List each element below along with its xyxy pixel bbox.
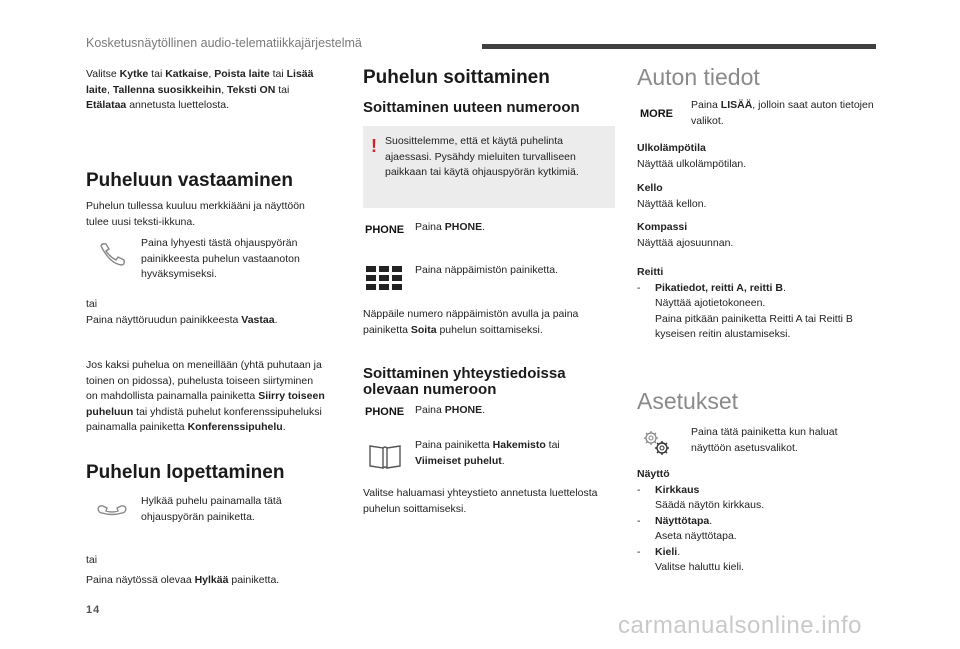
end-or: tai — [86, 554, 98, 566]
settings-heading: Asetukset — [637, 388, 738, 414]
answer-description: Puhelun tullessa kuuluu merkkiääni ja näyttöön tulee uusi teksti-ikkuna. — [86, 200, 305, 228]
info-item-compass: Kompassi Näyttää ajosuunnan. — [637, 221, 734, 249]
book-icon — [368, 442, 402, 475]
phone-key-label: PHONE — [365, 224, 405, 236]
warning-icon: ! — [371, 136, 377, 156]
settings-text: Paina tätä painiketta kun haluat näyttöön asetusvalikot. — [691, 426, 838, 454]
end-alternative: Paina näytössä olevaa Hylkää painiketta. — [86, 574, 280, 586]
dial-paragraph: Näppäile numero näppäimistön avulla ja paina painiketta Soita puhelun soittamiseksi. — [363, 308, 579, 336]
info-item-clock: Kello Näyttää kellon. — [637, 182, 707, 210]
page-number: 14 — [86, 604, 101, 616]
phone-key-label-2: PHONE — [365, 406, 405, 418]
running-header: Kosketusnäytöllinen audio-telematiikkajärjestelmä — [86, 36, 362, 50]
gear-icon — [640, 428, 672, 463]
header-rule — [482, 44, 876, 49]
select-contact-paragraph: Valitse haluamasi yhteystieto annetusta luettelosta puhelun soittamiseksi. — [363, 487, 598, 515]
two-calls-paragraph: Jos kaksi puhelua on meneillään (yhtä puhutaan ja toinen on pidossa), puhelusta toiseen siirtyminen on mahdollista painamalla painiketta Siirry toiseen puheluun tai yhdistä puhelut konferenssipuheluksi painamalla painiketta Konferenssipuhelu. — [86, 359, 325, 433]
answer-alternative: tai Paina näyttöruudun painikkeesta Vastaa. — [86, 298, 278, 326]
more-key-label: MORE — [640, 108, 673, 120]
safety-note-text: Suosittelemme, että et käytä puhelinta ajaessasi. Pysähdy mieluiten turvalliseen paikkaan tai käytä ohjauspyörän kytkimiä. — [385, 135, 579, 178]
answer-icon-text: Paina lyhyesti tästä ohjauspyörän painikkeesta puhelun vastaanoton hyväksymiseksi. — [141, 237, 300, 280]
answer-call-icon — [98, 240, 128, 271]
new-number-subheading: Soittaminen uuteen numeroon — [363, 99, 580, 116]
press-phone-text-2: Paina PHONE. — [415, 404, 486, 416]
press-phone-text: Paina PHONE. — [415, 221, 486, 233]
vehicle-info-heading: Auton tiedot — [637, 64, 760, 90]
answer-heading: Puheluun vastaaminen — [86, 170, 293, 191]
display-section: Näyttö - Kirkkaus Säädä näytön kirkkaus. - Näyttötapa. Aseta näyttötapa. - Kieli. Valitse haluttu kieli. — [637, 468, 765, 573]
hang-up-icon — [96, 500, 128, 525]
keypad-text: Paina näppäimistön painiketta. — [415, 264, 559, 276]
keypad-icon — [366, 266, 404, 297]
info-item-outside-temp: Ulkolämpötila Näyttää ulkolämpötilan. — [637, 142, 747, 170]
route-section: Reitti - Pikatiedot, reitti A, reitti B. Näyttää ajotietokoneen. Paina pitkään painiketta Reitti A tai Reitti B kyseisen reitin alustamiseksi. — [637, 266, 853, 340]
directory-text: Paina painiketta Hakemisto tai Viimeiset puhelut. — [415, 439, 560, 467]
more-text: Paina LISÄÄ, jolloin saat auton tietojen valikot. — [691, 99, 874, 127]
intro-paragraph: Valitse Kytke tai Katkaise, Poista laite tai Lisää laite, Tallenna suosikkeihin, Teksti ON tai Etälataa annetusta luettelosta. — [86, 68, 314, 111]
safety-note-box — [363, 126, 615, 208]
end-call-heading: Puhelun lopettaminen — [86, 462, 285, 483]
end-icon-text: Hylkää puhelu painamalla tätä ohjauspyörän painiketta. — [141, 495, 282, 523]
contacts-subheading: Soittaminen yhteystiedoissa olevaan numeroon — [363, 365, 566, 398]
watermark: carmanualsonline.info — [618, 612, 862, 639]
calling-heading: Puhelun soittaminen — [363, 67, 550, 88]
